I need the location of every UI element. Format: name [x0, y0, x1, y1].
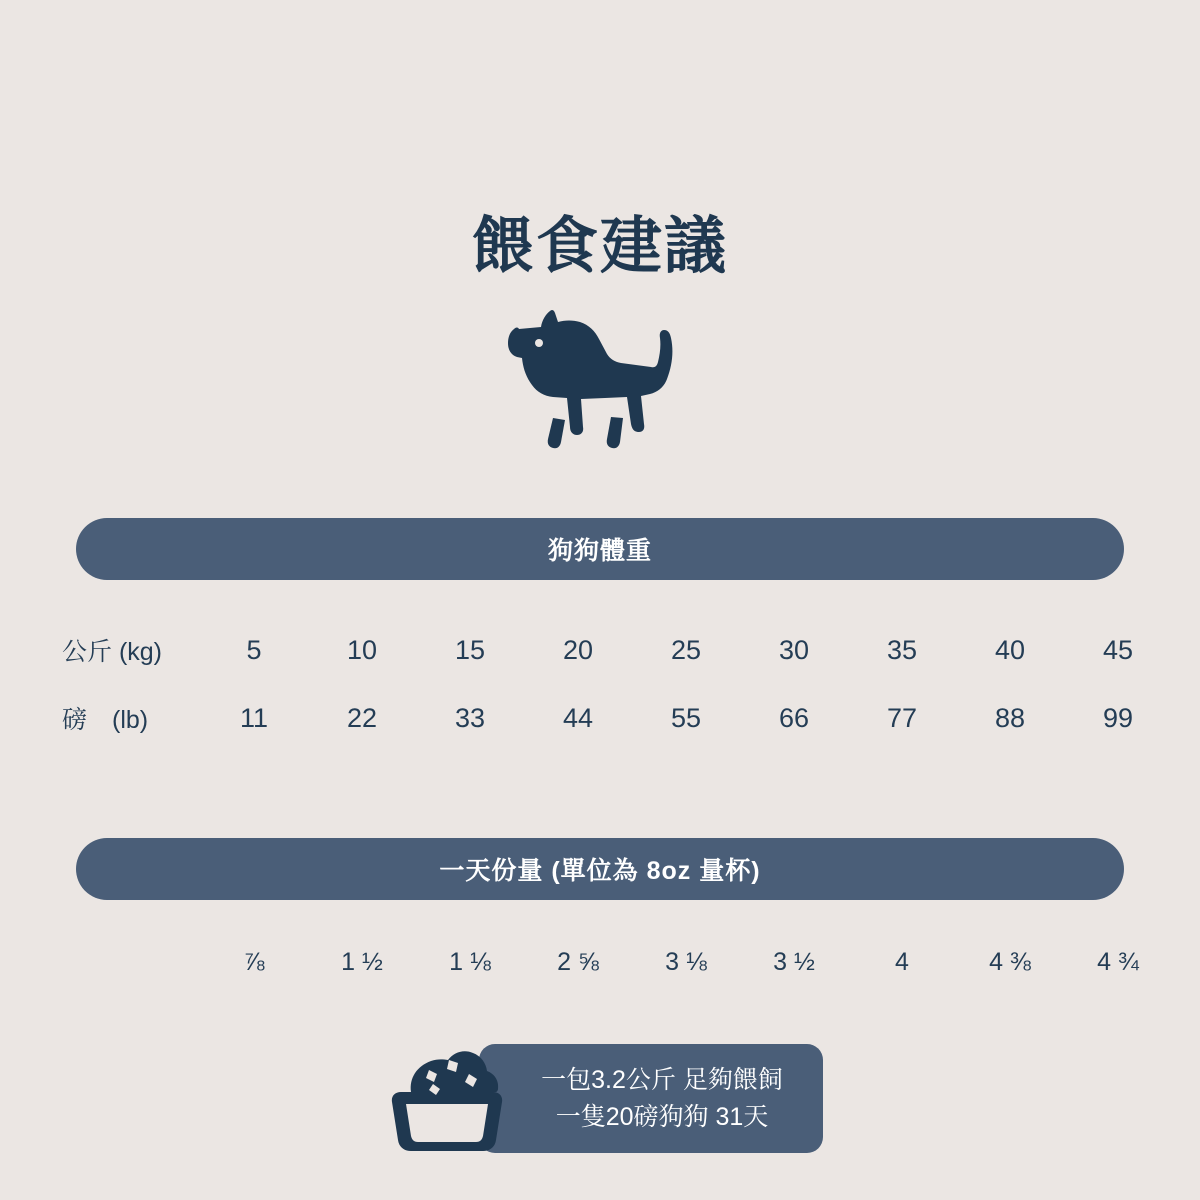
cell-lb-1: 11 [239, 702, 269, 733]
cell-kg-9: 45 [1102, 634, 1134, 665]
cell-kg-8: 40 [994, 634, 1026, 665]
weight-section-band [76, 518, 1124, 580]
cell-lb-9: 99 [1102, 702, 1134, 733]
page-title: 餵食建議 [471, 212, 728, 281]
table-row-portion [0, 948, 1200, 977]
row-values-portion [200, 948, 1200, 977]
portion-section-band [76, 838, 1124, 900]
weight-section-label: 狗狗體重 [547, 537, 652, 565]
cell-kg-1: 5 [246, 634, 262, 665]
cell-lb-6: 66 [778, 702, 810, 733]
cell-kg-5: 25 [670, 634, 702, 665]
footer-line-1: 一包3.2公斤 足夠餵飼 [541, 1066, 783, 1095]
cell-lb-8: 88 [994, 702, 1026, 733]
table-row-kg [0, 632, 1200, 668]
cell-kg-2: 10 [346, 634, 378, 665]
cell-portion-1: ⅞ [243, 948, 265, 976]
footer-note [0, 1040, 1200, 1157]
table-row-lb [0, 700, 1200, 736]
cell-portion-3: 1 ⅛ [449, 948, 491, 976]
cell-lb-2: 22 [346, 702, 378, 733]
portion-section-label: 一天份量 (單位為 8oz 量杯) [439, 857, 761, 885]
cell-kg-6: 30 [778, 634, 810, 665]
row-values-lb [200, 703, 1200, 734]
cell-lb-7: 77 [886, 702, 918, 733]
row-label-kg: 公斤 (kg) [62, 638, 163, 666]
cell-portion-4: 2 ⅝ [557, 948, 599, 976]
dog-icon [0, 300, 1200, 450]
cell-portion-7: 4 [895, 948, 909, 976]
row-values-kg [200, 635, 1200, 666]
cell-kg-4: 20 [562, 634, 594, 665]
cell-portion-2: 1 ½ [341, 948, 383, 976]
footer-pill [479, 1044, 823, 1153]
cell-kg-7: 35 [886, 634, 918, 665]
footer-line-2: 一隻20磅狗狗 31天 [555, 1102, 769, 1131]
cell-portion-6: 3 ½ [773, 948, 815, 976]
cell-portion-9: 4 ¾ [1097, 948, 1139, 976]
cell-kg-3: 15 [454, 634, 486, 665]
cell-portion-8: 4 ⅜ [989, 948, 1031, 976]
cell-lb-4: 44 [562, 702, 594, 733]
dog-bowl-icon [377, 1040, 517, 1157]
cell-lb-3: 33 [454, 702, 486, 733]
row-label-lb: 磅 (lb) [62, 706, 149, 734]
cell-lb-5: 55 [670, 702, 702, 733]
cell-portion-5: 3 ⅛ [665, 948, 707, 976]
